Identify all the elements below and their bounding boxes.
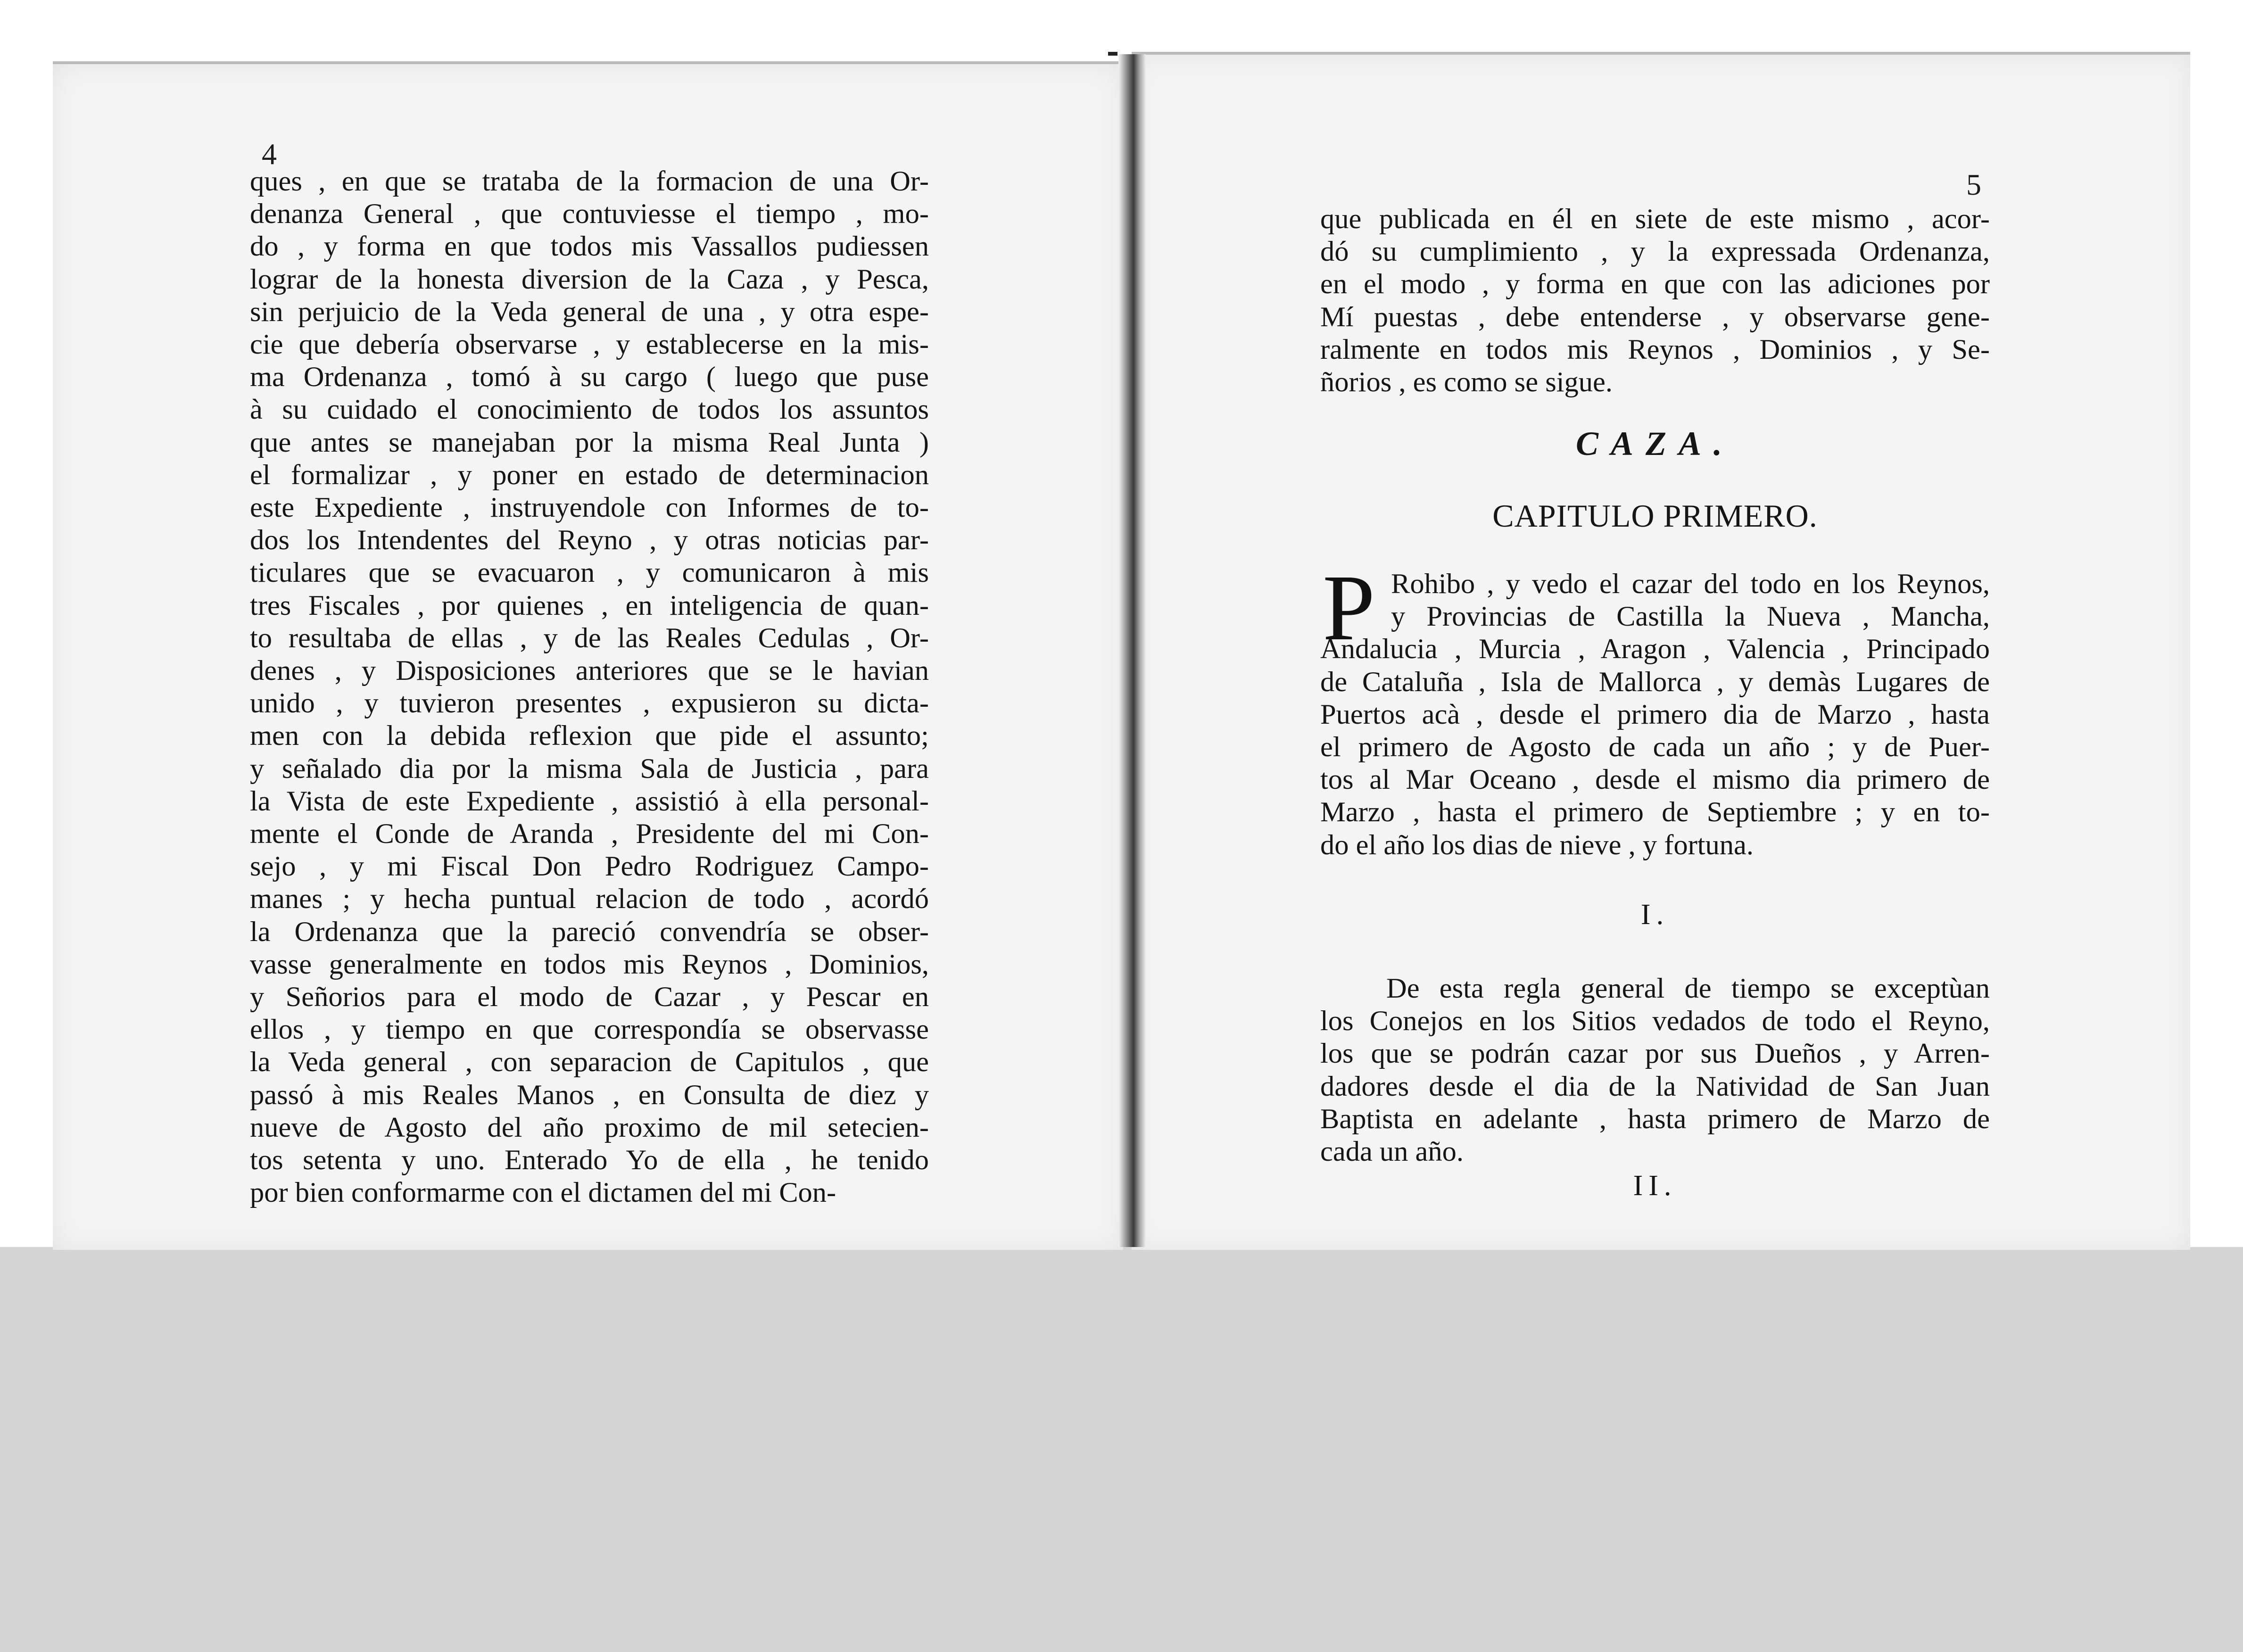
section-number-2: II.	[1633, 1170, 1677, 1202]
text-line: en el modo , y forma en que con las adiciones por	[1320, 268, 1990, 300]
text-line: denanza General , que contuviesse el tiempo , mo-	[250, 198, 929, 230]
text-line: dó su cumplimiento , y la expressada Ordenanza,	[1320, 236, 1990, 268]
text-line: la Vista de este Expediente , assistió à ella personal-	[250, 785, 929, 817]
text-line: los Conejos en los Sitios vedados de todo el Reyno,	[1320, 1005, 1990, 1037]
text-line: to resultaba de ellas , y de las Reales Cedulas , Or-	[250, 622, 929, 654]
text-line: que publicada en él en siete de este mismo , acor-	[1320, 203, 1990, 235]
page-number-right: 5	[1966, 168, 1981, 201]
drop-cap: P	[1323, 556, 1375, 660]
text-line: por bien conformarme con el dictamen del mi Con-	[250, 1177, 836, 1209]
text-line: este Expediente , instruyendole con Informes de to-	[250, 492, 929, 524]
text-line: dos los Intendentes del Reyno , y otras noticias par-	[250, 524, 929, 556]
section-title: CAZA.	[1575, 425, 1735, 463]
text-line: y señalado dia por la misma Sala de Justicia , para	[250, 752, 929, 785]
article-1-text	[1320, 568, 1990, 861]
text-line: do , y forma en que todos mis Vassallos pudiessen	[250, 231, 929, 263]
text-line: cada un año.	[1320, 1136, 1464, 1168]
text-line: Rohibo , y vedo el cazar del todo en los Reynos,	[1391, 568, 1990, 600]
text-line: unido , y tuvieron presentes , expusieron su dicta-	[250, 687, 929, 719]
text-line: tos setenta y uno. Enterado Yo de ella , he tenido	[250, 1144, 929, 1176]
text-line: men con la debida reflexion que pide el assunto;	[250, 720, 929, 752]
text-line: lograr de la honesta diversion de la Caza , y Pesca,	[250, 263, 929, 295]
text-line: do el año los dias de nieve , y fortuna.	[1320, 829, 1754, 861]
right-page-intro	[1320, 203, 1990, 398]
text-line: ralmente en todos mis Reynos , Dominios , y Se-	[1320, 333, 1990, 365]
text-line: Marzo , hasta el primero de Septiembre ; y en to-	[1320, 796, 1990, 828]
text-line: tos al Mar Oceano , desde el mismo dia primero de	[1320, 764, 1990, 796]
text-line: de Cataluña , Isla de Mallorca , y demàs Lugares de	[1320, 666, 1990, 698]
text-line: la Ordenanza que la pareció convendría se obser-	[250, 916, 929, 948]
text-line: sin perjuicio de la Veda general de una , y otra espe-	[250, 296, 929, 328]
scanner-backdrop	[0, 1247, 2243, 1652]
page-number-left: 4	[262, 137, 277, 171]
text-line: el primero de Agosto de cada un año ; y de Puer-	[1320, 731, 1990, 763]
text-line: Baptista en adelante , hasta primero de Marzo de	[1320, 1103, 1990, 1135]
binding-mark	[1108, 52, 1117, 56]
text-line: que antes se manejaban por la misma Real Junta )	[250, 426, 929, 458]
text-line: Mí puestas , debe entenderse , y observarse gene-	[1320, 301, 1990, 333]
text-line: mente el Conde de Aranda , Presidente del mi Con-	[250, 818, 929, 850]
text-line: passó à mis Reales Manos , en Consulta de diez y	[250, 1079, 929, 1111]
text-line: vasse generalmente en todos mis Reynos , Dominios,	[250, 948, 929, 980]
text-line: la Veda general , con separacion de Capitulos , que	[250, 1046, 929, 1078]
left-page-body	[250, 165, 929, 1209]
text-line: Andalucia , Murcia , Aragon , Valencia , Principado	[1320, 633, 1990, 665]
text-line: dadores desde el dia de la Natividad de San Juan	[1320, 1070, 1990, 1102]
text-line: y Señorios para el modo de Cazar , y Pescar en	[250, 981, 929, 1013]
text-line: los que se podrán cazar por sus Dueños , y Arren-	[1320, 1038, 1990, 1070]
text-line: cie que debería observarse , y establecerse en la mis-	[250, 329, 929, 361]
text-line: ma Ordenanza , tomó à su cargo ( luego que puse	[250, 361, 929, 393]
text-line: nueve de Agosto del año proximo de mil setecien-	[250, 1111, 929, 1143]
text-line: denes , y Disposiciones anteriores que se le havian	[250, 655, 929, 687]
text-line: ticulares que se evacuaron , y comunicaron à mis	[250, 557, 929, 589]
chapter-title: CAPITULO PRIMERO.	[1492, 498, 1818, 534]
text-line: tres Fiscales , por quienes , en inteligencia de quan-	[250, 589, 929, 621]
text-line: y Provincias de Castilla la Nueva , Mancha,	[1391, 601, 1990, 633]
text-line: ellos , y tiempo en que correspondía se observasse	[250, 1014, 929, 1046]
text-line: manes ; y hecha puntual relacion de todo , acordó	[250, 883, 929, 915]
text-line: sejo , y mi Fiscal Don Pedro Rodriguez Campo-	[250, 851, 929, 883]
book-gutter	[1118, 54, 1146, 1247]
text-line: ñorios , es como se sigue.	[1320, 366, 1613, 398]
article-2-text	[1320, 972, 1990, 1168]
text-line: Puertos acà , desde el primero dia de Marzo , hasta	[1320, 698, 1990, 730]
text-line: à su cuidado el conocimiento de todos los assuntos	[250, 394, 929, 426]
text-line: el formalizar , y poner en estado de determinacion	[250, 459, 929, 491]
text-line: De esta regla general de tiempo se exceptùan	[1386, 973, 1990, 1004]
text-line: ques , en que se trataba de la formacion de una Or-	[250, 165, 929, 197]
section-number-1: I.	[1640, 899, 1670, 931]
